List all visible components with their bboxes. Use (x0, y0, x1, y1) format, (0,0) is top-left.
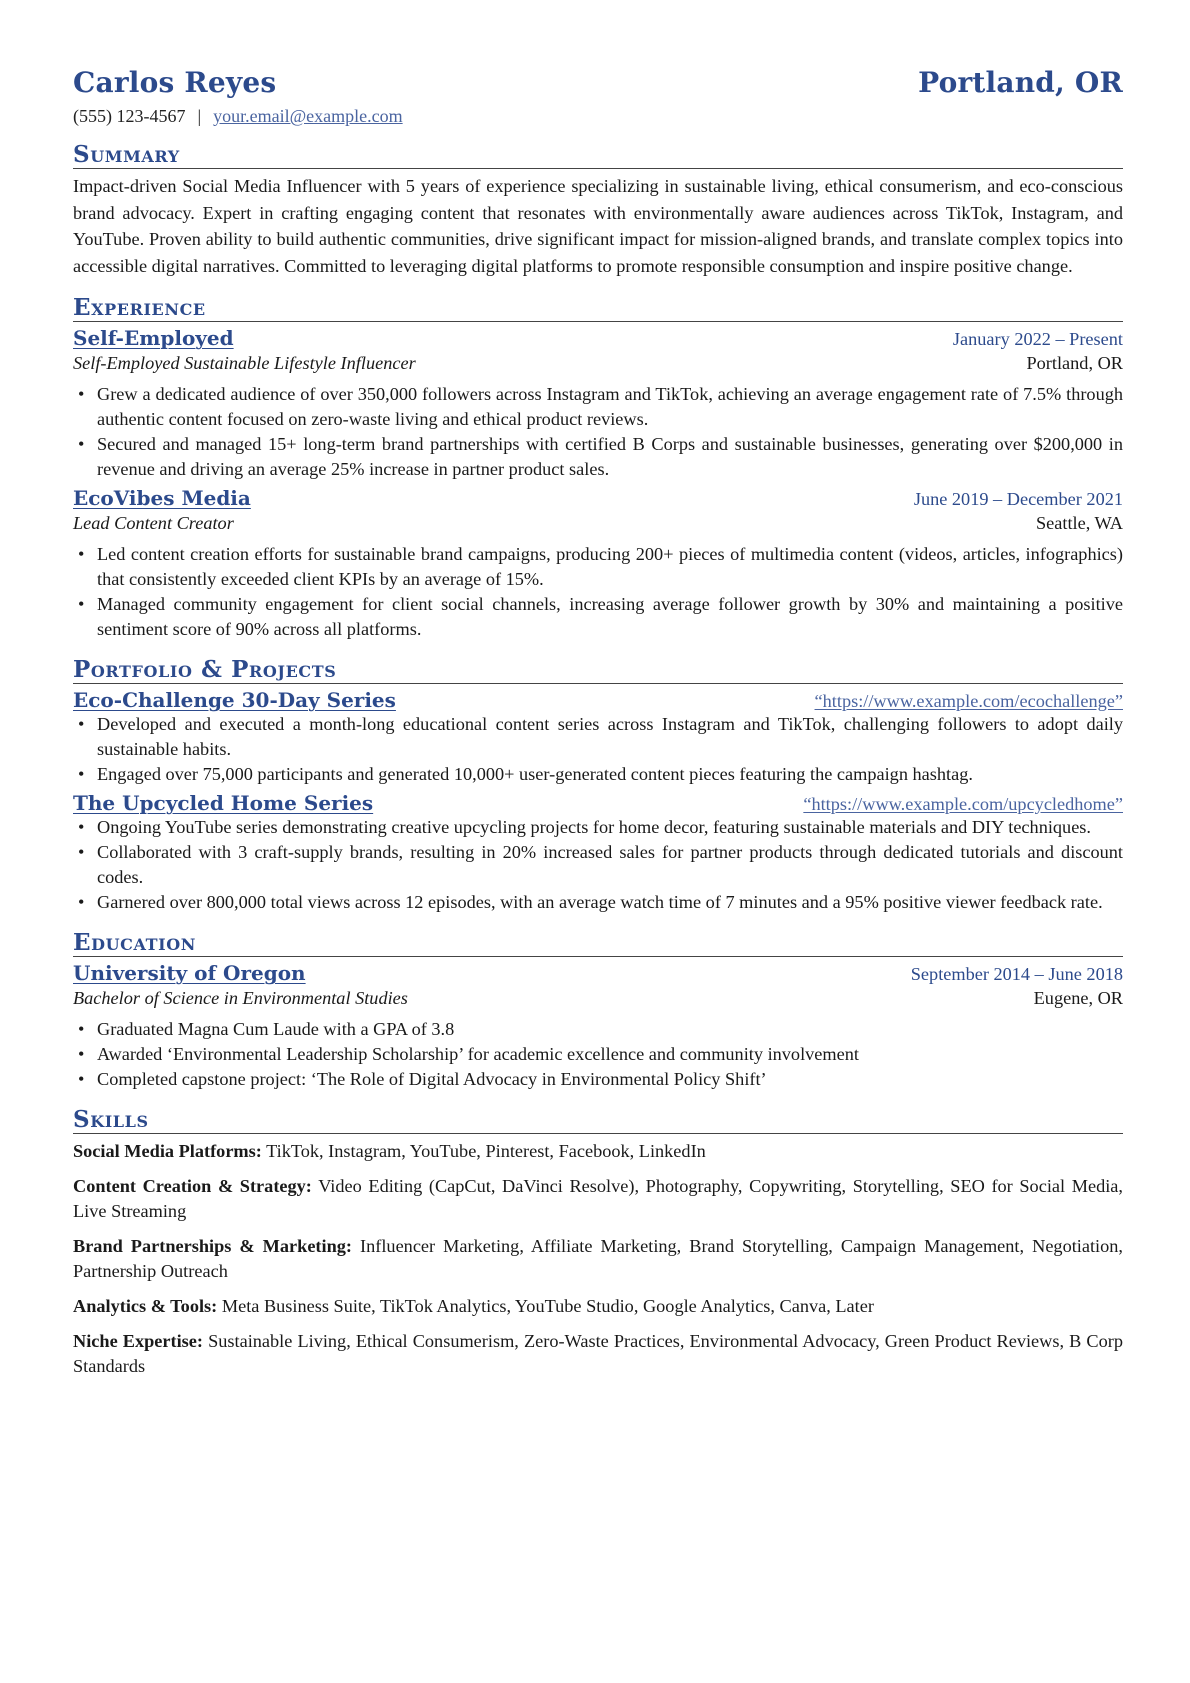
skill-text: Influencer Marketing, Affiliate Marketing, Brand Storytelling, Campaign Management, Negotiation, Partnership Outreach (73, 1235, 1123, 1281)
skill-label: Social Media Platforms: (73, 1140, 262, 1161)
list-item: • Developed and executed a month-long educational content series across Instagram and TikTok, challenging followers to adopt daily sustainable habits. (73, 712, 1123, 762)
list-item: • Garnered over 800,000 total views across 12 episodes, with an average watch time of 7 minutes and a 95% positive viewer feedback rate. (73, 890, 1123, 915)
skill-label: Content Creation & Strategy: (73, 1175, 312, 1196)
skill-row (73, 1294, 1123, 1319)
list-item: • Grew a dedicated audience of over 350,000 followers across Instagram and TikTok, achieving an average engagement rate of 7.5% through authentic content focused on zero-waste living and ethical product reviews. (73, 382, 1123, 432)
degree: Bachelor of Science in Environmental Studies (73, 987, 408, 1008)
skill-text: Meta Business Suite, TikTok Analytics, YouTube Studio, Google Analytics, Canva, Later (221, 1295, 874, 1316)
job-location: Portland, OR (1026, 352, 1123, 373)
job-bullets (73, 382, 1123, 482)
company-link[interactable]: EcoVibes Media (73, 485, 251, 510)
contact-separator: | (197, 106, 202, 126)
section-title-summary: Summary (73, 141, 1123, 169)
contact-line (73, 106, 1123, 127)
experience-entry (73, 326, 1123, 482)
project-entry (73, 688, 1123, 787)
summary-section (73, 141, 1123, 280)
list-item: • Ongoing YouTube series demonstrating creative upcycling projects for home decor, featuring sustainable materials and DIY techniques. (73, 815, 1123, 840)
projects-section (73, 656, 1123, 915)
list-item: • Graduated Magna Cum Laude with a GPA of 3.8 (73, 1017, 1123, 1042)
job-bullets (73, 542, 1123, 642)
skill-text: Video Editing (CapCut, DaVinci Resolve), Photography, Copywriting, Storytelling, SEO for Social Media, Live Streaming (73, 1175, 1123, 1221)
section-title-skills: Skills (73, 1106, 1123, 1134)
experience-section (73, 294, 1123, 642)
list-item: • Led content creation efforts for sustainable brand campaigns, producing 200+ pieces of multimedia content (videos, articles, infographics) that consistently exceeded client KPIs by an average of 15%. (73, 542, 1123, 592)
project-entry (73, 791, 1123, 915)
summary-text: Impact-driven Social Media Influencer with 5 years of experience specializing in sustainable living, ethical consumerism, and eco-conscious brand advocacy. Expert in crafting engaging content that resonates with environmentally aware audiences across TikTok, Instagram, and YouTube. Proven ability to build authentic communities, drive significant impact for mission-aligned brands, and translate complex topics into accessible digital narratives. Committed to leveraging digital platforms to promote responsible consumption and inspire positive change. (73, 176, 1123, 277)
list-item: • Engaged over 75,000 participants and generated 10,000+ user-generated content pieces featuring the campaign hashtag. (73, 762, 1123, 787)
skills-section (73, 1106, 1123, 1379)
project-title-link[interactable]: Eco-Challenge 30-Day Series (73, 687, 396, 712)
candidate-location: Portland, OR (918, 66, 1123, 99)
education-entry (73, 961, 1123, 1092)
resume-header (73, 66, 1123, 99)
job-role: Lead Content Creator (73, 512, 234, 533)
section-title-projects: Portfolio & Projects (73, 656, 1123, 684)
skill-row (73, 1174, 1123, 1224)
school-link[interactable]: University of Oregon (73, 960, 306, 985)
list-item: • Awarded ‘Environmental Leadership Scholarship’ for academic excellence and community involvement (73, 1042, 1123, 1067)
phone-number: (555) 123-4567 (73, 106, 186, 126)
email-link[interactable]: your.email@example.com (213, 106, 403, 126)
skill-row (73, 1234, 1123, 1284)
project-bullets (73, 712, 1123, 787)
skills-list (73, 1139, 1123, 1379)
job-role: Self-Employed Sustainable Lifestyle Influencer (73, 352, 416, 373)
list-item: • Managed community engagement for client social channels, increasing average follower growth by 30% and maintaining a positive sentiment score of 90% across all platforms. (73, 592, 1123, 642)
education-bullets (73, 1017, 1123, 1092)
project-title-link[interactable]: The Upcycled Home Series (73, 790, 374, 815)
project-bullets (73, 815, 1123, 915)
skill-label: Analytics & Tools: (73, 1295, 218, 1316)
project-url-link[interactable]: “https://www.example.com/ecochallenge” (814, 690, 1123, 711)
education-location: Eugene, OR (1033, 987, 1123, 1008)
job-location: Seattle, WA (1036, 512, 1123, 533)
experience-entry (73, 486, 1123, 642)
company-link[interactable]: Self-Employed (73, 325, 234, 350)
project-url-link[interactable]: “https://www.example.com/upcycledhome” (803, 793, 1123, 814)
skill-row (73, 1329, 1123, 1379)
candidate-name: Carlos Reyes (73, 66, 277, 99)
list-item: • Completed capstone project: ‘The Role of Digital Advocacy in Environmental Policy Shift’ (73, 1067, 1123, 1092)
education-section (73, 929, 1123, 1092)
skill-text: TikTok, Instagram, YouTube, Pinterest, Facebook, LinkedIn (266, 1140, 706, 1161)
list-item: • Collaborated with 3 craft-supply brands, resulting in 20% increased sales for partner products through dedicated tutorials and discount codes. (73, 840, 1123, 890)
section-title-education: Education (73, 929, 1123, 957)
skill-row (73, 1139, 1123, 1164)
skill-text: Sustainable Living, Ethical Consumerism, Zero-Waste Practices, Environmental Advocacy, Green Product Reviews, B Corp Standards (73, 1330, 1123, 1376)
skill-label: Niche Expertise: (73, 1330, 203, 1351)
list-item: • Secured and managed 15+ long-term brand partnerships with certified B Corps and sustainable businesses, generating over $200,000 in revenue and driving an average 25% increase in partner product sales. (73, 432, 1123, 482)
education-dates: September 2014 – June 2018 (910, 963, 1123, 984)
skill-label: Brand Partnerships & Marketing: (73, 1235, 352, 1256)
section-title-experience: Experience (73, 294, 1123, 322)
job-dates: June 2019 – December 2021 (913, 488, 1123, 509)
job-dates: January 2022 – Present (952, 328, 1123, 349)
